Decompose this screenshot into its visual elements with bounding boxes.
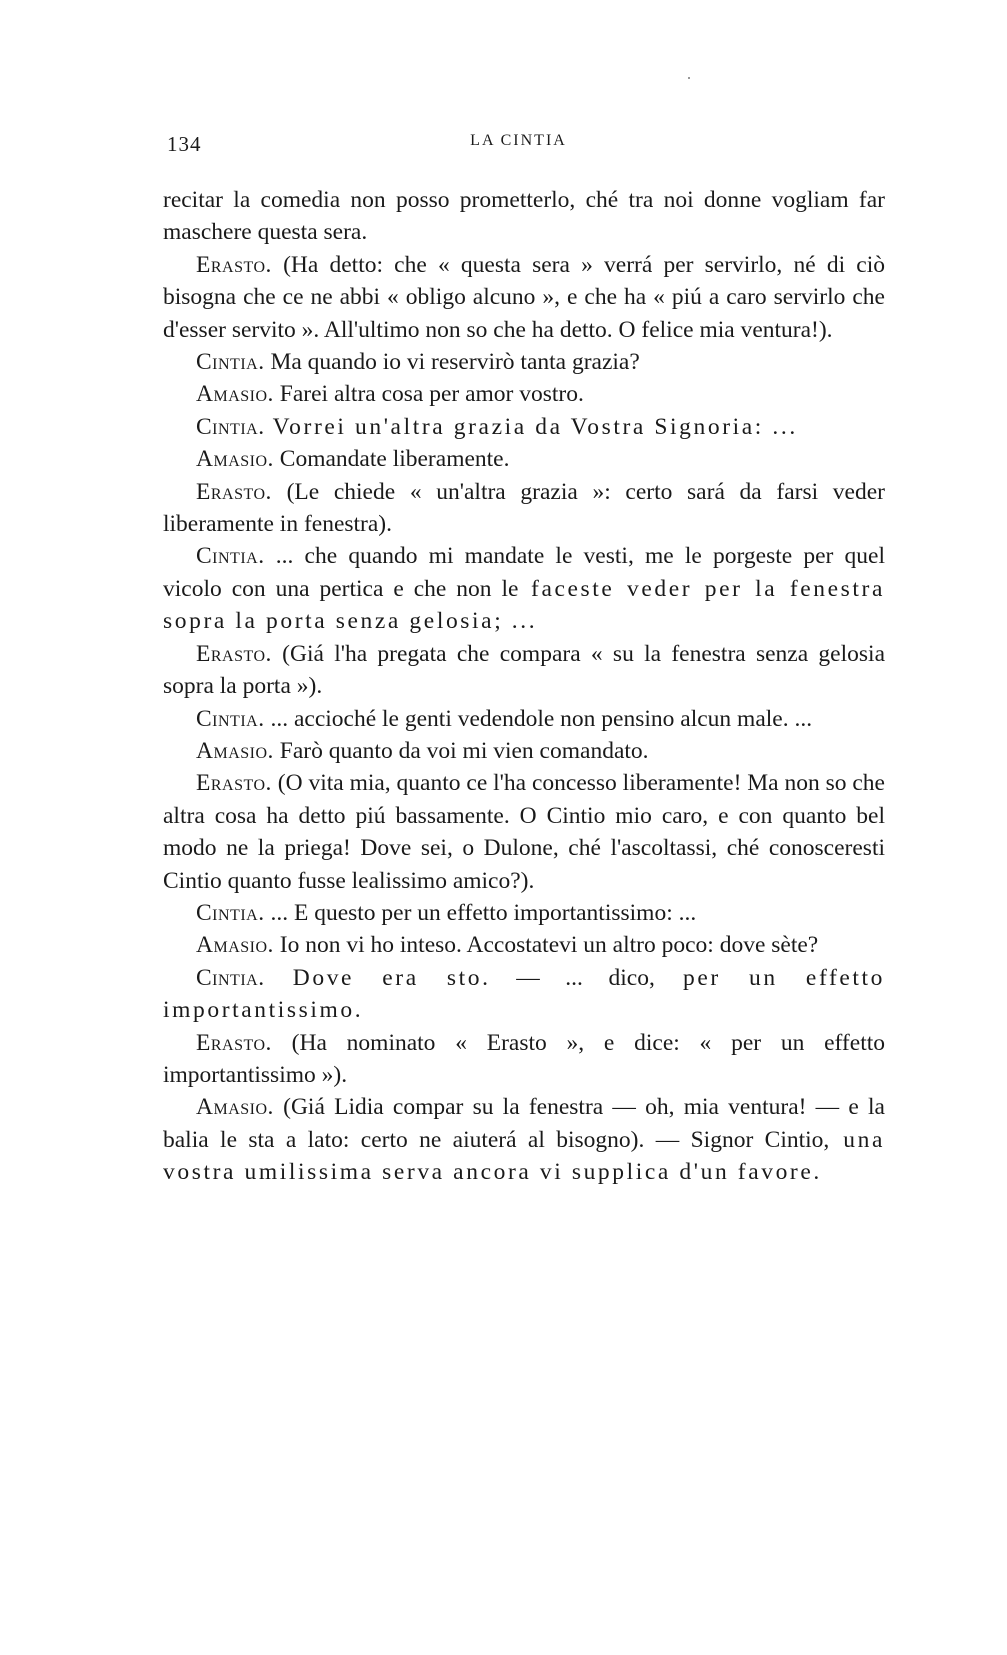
speech-erasto bbox=[163, 767, 885, 897]
speaker-name: Amasio. bbox=[196, 381, 274, 408]
speaker-name: Amasio. bbox=[196, 932, 274, 959]
dialogue-text: Io non vi ho inteso. Accostatevi un altro poco: dove sète? bbox=[273, 932, 819, 959]
speaker-name: Cintia. bbox=[196, 349, 265, 376]
play-text bbox=[163, 184, 885, 1189]
running-title: LA CINTIA bbox=[470, 132, 567, 149]
speaker-name: Cintia. bbox=[196, 964, 265, 991]
speaker-name: Erasto. bbox=[196, 770, 272, 797]
speech-cintia bbox=[163, 346, 885, 378]
dialogue-text: Ma quando io vi reservirò tanta grazia? bbox=[264, 349, 640, 376]
dialogue-text: recitar la comedia non posso prometterlo, ché tra noi donne vogliam far maschere questa sera. bbox=[163, 187, 885, 246]
speech-erasto bbox=[163, 249, 885, 346]
speaker-name: Amasio. bbox=[196, 1094, 274, 1121]
speech-erasto bbox=[163, 476, 885, 541]
speech-cintia bbox=[163, 703, 885, 735]
dialogue-text: Comandate liberamente. bbox=[273, 446, 510, 473]
dialogue-text-spaced: per un effetto importantissimo. bbox=[163, 964, 886, 1024]
speaker-name: Erasto. bbox=[196, 251, 272, 278]
speech-cintia bbox=[163, 411, 885, 443]
dialogue-text-spaced: faceste veder per la fenestra sopra la porta senza gelosia; ... bbox=[163, 575, 885, 635]
speaker-name: Erasto. bbox=[196, 1029, 272, 1056]
speaker-name: Amasio. bbox=[196, 737, 274, 764]
speech-cintia bbox=[163, 897, 885, 929]
dialogue-text-spaced: una vostra umilissima serva ancora vi supplica d'un favore. bbox=[163, 1126, 885, 1186]
speech-amasio bbox=[163, 735, 885, 767]
dialogue-text: (Ha nominato « Erasto », e dice: « per un effetto importantissimo »). bbox=[163, 1029, 885, 1088]
dialogue-text-spaced: Vorrei un'altra grazia da Vostra Signoria: ... bbox=[264, 413, 798, 440]
speaker-name: Cintia. bbox=[196, 543, 265, 570]
dialogue-text: (Giá l'ha pregata che compara « su la fenestra senza gelosia sopra la porta »). bbox=[163, 640, 885, 700]
dialogue-text: (Le chiede « un'altra grazia »: certo sará da farsi veder liberamente in fenestra). bbox=[163, 478, 885, 538]
dialogue-text: Farei altra cosa per amor vostro. bbox=[273, 381, 584, 408]
dialogue-text: — ... dico, bbox=[490, 964, 655, 991]
dialogue-text: ... E questo per un effetto importantissimo: ... bbox=[264, 899, 697, 926]
speech-amasio bbox=[163, 378, 885, 410]
speech-erasto bbox=[163, 1027, 885, 1092]
dialogue-text: ... accioché le genti vedendole non pensino alcun male. ... bbox=[264, 705, 813, 732]
speech-amasio bbox=[163, 443, 885, 475]
dialogue-text: ... che quando mi mandate le vesti, me le porgeste per quel vicolo con una pertica e che non le bbox=[163, 543, 885, 602]
speaker-name: Erasto. bbox=[196, 640, 272, 667]
speech-erasto bbox=[163, 638, 885, 703]
speech-amasio bbox=[163, 1091, 885, 1188]
speaker-name: Erasto. bbox=[196, 478, 272, 505]
speaker-name: Amasio. bbox=[196, 446, 274, 473]
dialogue-text-spaced: Dove era sto. bbox=[264, 964, 491, 991]
dialogue-text: (O vita mia, quanto ce l'ha concesso liberamente! Ma non so che altra cosa ha detto piú bassamente. O Cintio mio caro, e con quanto bel modo ne la priega! Dove sei, o Dulone, ché l'ascoltassi, ché conosceresti Cintio quanto fusse lealissimo amico?). bbox=[163, 770, 885, 894]
dialogue-text: (Ha detto: che « questa sera » verrá per servirlo, né di ciò bisogna che ce ne abbi « obligo alcuno », e che ha « piú a caro servirlo che d'esser servito ». All'ultimo non so che ha detto. O felice mia ventura!). bbox=[163, 251, 885, 343]
speaker-name: Cintia. bbox=[196, 413, 265, 440]
ink-speck bbox=[688, 77, 690, 79]
speaker-name: Cintia. bbox=[196, 899, 265, 926]
speech-cintia bbox=[163, 962, 885, 1027]
page-number: 134 bbox=[167, 132, 202, 156]
paragraph-continuation bbox=[163, 184, 885, 249]
speech-amasio bbox=[163, 929, 885, 961]
dialogue-text: Farò quanto da voi mi vien comandato. bbox=[273, 737, 649, 764]
speaker-name: Cintia. bbox=[196, 705, 265, 732]
dialogue-text: (Giá Lidia compar su la fenestra — oh, mia ventura! — e la balia le sta a lato: certo ne aiuterá al bisogno). — Signor Cintio, bbox=[163, 1094, 885, 1153]
speech-cintia bbox=[163, 540, 885, 637]
